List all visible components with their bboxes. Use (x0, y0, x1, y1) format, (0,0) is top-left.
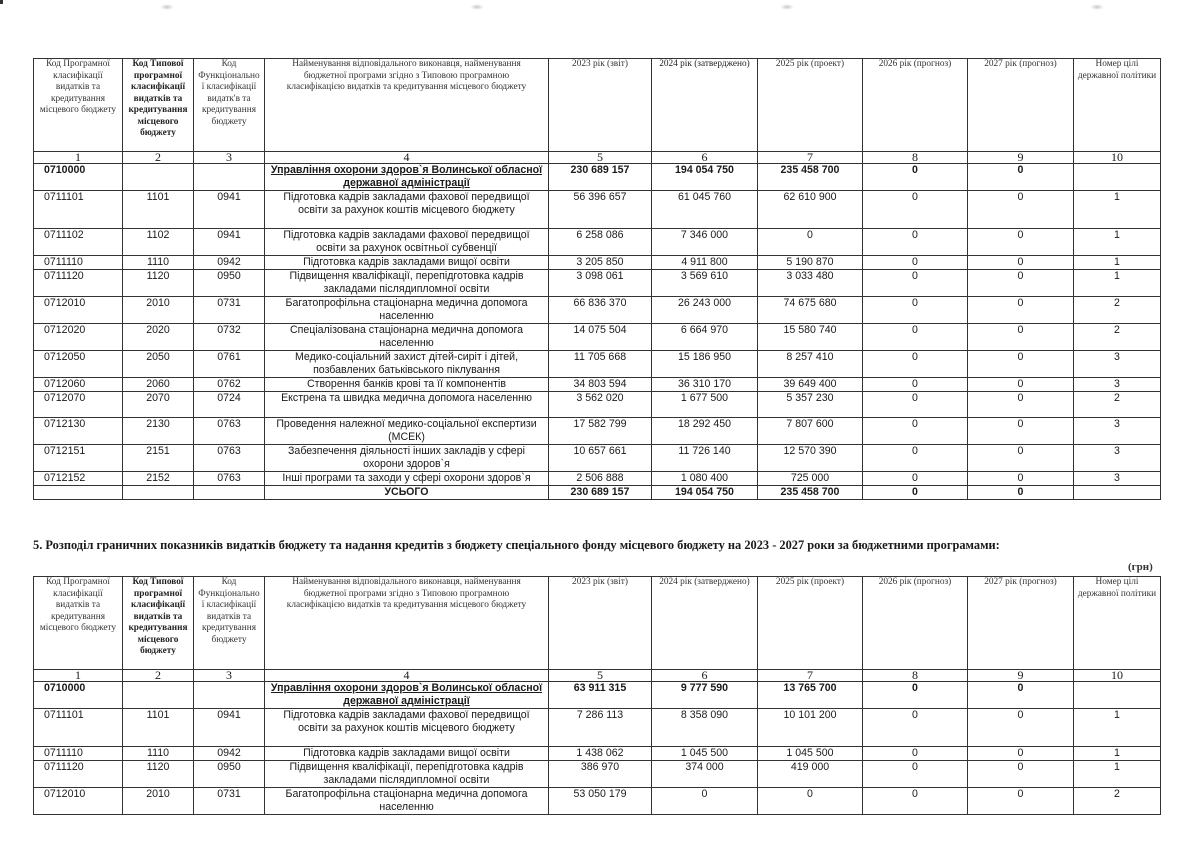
value-2023-cell: 3 098 061 (549, 270, 652, 297)
functional-code-cell: 0731 (194, 788, 265, 815)
header-name: Найменування відповідального виконавця, найменування бюджетної програми згідно з Типовою програмною класифікацією видатків та кредитування місцевого бюджету (265, 577, 549, 670)
value-2027-cell: 0 (968, 747, 1074, 761)
column-number-row (34, 152, 1161, 164)
goal-number-cell: 2 (1074, 392, 1161, 418)
value-2023-cell: 2 506 888 (549, 472, 652, 486)
value-2025-cell: 7 807 600 (758, 418, 863, 445)
col-number: 7 (758, 670, 863, 682)
functional-code-cell: 0942 (194, 747, 265, 761)
header-2025: 2025 рік (проект) (758, 59, 863, 152)
program-row (34, 392, 1161, 418)
col-number: 6 (652, 670, 758, 682)
functional-code-cell (194, 682, 265, 709)
goal-number-cell: 1 (1074, 270, 1161, 297)
program-code-cell: 0710000 (34, 682, 123, 709)
program-row (34, 709, 1161, 747)
functional-code-cell: 0761 (194, 351, 265, 378)
col-number: 1 (34, 152, 123, 164)
value-2024-cell: 26 243 000 (652, 297, 758, 324)
goal-number-cell: 1 (1074, 709, 1161, 747)
program-code-cell: 0711120 (34, 270, 123, 297)
col-number: 8 (863, 152, 968, 164)
program-name-cell: Підготовка кадрів закладами фахової передвищої освіти за рахунок коштів місцевого бюджету (265, 709, 549, 747)
value-2025-cell: 62 610 900 (758, 191, 863, 229)
value-2025-cell: 3 033 480 (758, 270, 863, 297)
col-number: 9 (968, 670, 1074, 682)
value-2026-cell: 0 (863, 351, 968, 378)
value-2023-cell: 56 396 657 (549, 191, 652, 229)
scan-corner-mark (0, 0, 3, 4)
value-2026-cell: 0 (863, 378, 968, 392)
program-name-cell: Інші програми та заходи у сфері охорони здоров`я (265, 472, 549, 486)
program-row (34, 747, 1161, 761)
functional-code-cell: 0762 (194, 378, 265, 392)
functional-code-cell: 0724 (194, 392, 265, 418)
typical-code-cell: 1120 (123, 761, 194, 788)
header-program-code: Код Програмної класифікації видатків та кредитування місцевого бюджету (34, 59, 123, 152)
value-2027-cell: 0 (968, 270, 1074, 297)
program-name-cell: Багатопрофільна стаціонарна медична допомога населенню (265, 788, 549, 815)
value-2024-cell: 61 045 760 (652, 191, 758, 229)
col-number: 3 (194, 152, 265, 164)
typical-code-cell: 1110 (123, 256, 194, 270)
header-2024: 2024 рік (затверджено) (652, 577, 758, 670)
value-2024-cell: 11 726 140 (652, 445, 758, 472)
goal-number-cell: 3 (1074, 445, 1161, 472)
header-goal: Номер цілі державної політики (1074, 59, 1161, 152)
value-2023-cell: 17 582 799 (549, 418, 652, 445)
functional-code-cell (194, 164, 265, 191)
program-name-cell: Медико-соціальний захист дітей-сиріт і дітей, позбавлених батьківського піклування (265, 351, 549, 378)
value-2025-cell: 1 045 500 (758, 747, 863, 761)
value-2025-cell: 5 190 870 (758, 256, 863, 270)
value-2025-cell: 0 (758, 788, 863, 815)
col-number: 2 (123, 670, 194, 682)
program-code-cell: 0710000 (34, 164, 123, 191)
value-2024-cell: 6 664 970 (652, 324, 758, 351)
functional-code-cell: 0941 (194, 229, 265, 256)
program-row (34, 418, 1161, 445)
typical-code-cell (123, 164, 194, 191)
value-2027-cell: 0 (968, 297, 1074, 324)
currency-unit: (грн) (1128, 561, 1153, 573)
value-2024-cell: 374 000 (652, 761, 758, 788)
typical-code-cell: 2010 (123, 297, 194, 324)
typical-code-cell: 2130 (123, 418, 194, 445)
functional-code-cell: 0763 (194, 418, 265, 445)
program-name-cell: Підготовка кадрів закладами фахової передвищої освіти за рахунок коштів місцевого бюджету (265, 191, 549, 229)
header-2026: 2026 рік (прогноз) (863, 59, 968, 152)
department-row (34, 164, 1161, 191)
value-2023-cell: 386 970 (549, 761, 652, 788)
total-2025-cell: 235 458 700 (758, 486, 863, 500)
special-fund-table-body (34, 682, 1161, 815)
col-number: 2 (123, 152, 194, 164)
header-functional-code: Код Функціонально ї класифікації видатк'в та кредитування бюджету (194, 59, 265, 152)
col-number: 7 (758, 152, 863, 164)
program-row (34, 256, 1161, 270)
value-2026-cell: 0 (863, 297, 968, 324)
goal-number-cell: 1 (1074, 761, 1161, 788)
value-2023-cell: 10 657 661 (549, 445, 652, 472)
scan-artifact (780, 4, 794, 10)
goal-number-cell: 3 (1074, 418, 1161, 445)
typical-code-cell: 1101 (123, 709, 194, 747)
program-code-cell: 0712151 (34, 445, 123, 472)
goal-number-cell: 3 (1074, 351, 1161, 378)
scan-artifact (160, 4, 174, 10)
value-2024-cell: 0 (652, 788, 758, 815)
value-2027-cell: 0 (968, 351, 1074, 378)
header-2026: 2026 рік (прогноз) (863, 577, 968, 670)
empty-cell (1074, 486, 1161, 500)
goal-number-cell: 2 (1074, 324, 1161, 351)
value-2027-cell: 0 (968, 445, 1074, 472)
goal-number-cell: 1 (1074, 256, 1161, 270)
value-2024-cell: 7 346 000 (652, 229, 758, 256)
col-number: 4 (265, 670, 549, 682)
program-row (34, 761, 1161, 788)
empty-cell (123, 486, 194, 500)
value-2023-cell: 14 075 504 (549, 324, 652, 351)
header-2024: 2024 рік (затверджено) (652, 59, 758, 152)
header-2027: 2027 рік (прогноз) (968, 59, 1074, 152)
goal-number-cell: 2 (1074, 788, 1161, 815)
value-2023-cell: 6 258 086 (549, 229, 652, 256)
scan-artifact (470, 4, 484, 10)
value-2025-cell: 8 257 410 (758, 351, 863, 378)
program-name-cell: Підготовка кадрів закладами вищої освіти (265, 747, 549, 761)
value-2025-cell: 13 765 700 (758, 682, 863, 709)
program-code-cell: 0712130 (34, 418, 123, 445)
program-code-cell: 0711110 (34, 747, 123, 761)
col-number: 1 (34, 670, 123, 682)
functional-code-cell: 0942 (194, 256, 265, 270)
typical-code-cell: 2151 (123, 445, 194, 472)
value-2026-cell: 0 (863, 164, 968, 191)
value-2027-cell: 0 (968, 256, 1074, 270)
functional-code-cell: 0731 (194, 297, 265, 324)
value-2023-cell: 66 836 370 (549, 297, 652, 324)
col-number: 10 (1074, 152, 1161, 164)
goal-number-cell: 1 (1074, 747, 1161, 761)
value-2025-cell: 12 570 390 (758, 445, 863, 472)
typical-code-cell: 1101 (123, 191, 194, 229)
typical-code-cell (123, 682, 194, 709)
header-functional-code: Код Функціонально ї класифікації видатків та кредитування бюджету (194, 577, 265, 670)
header-program-code: Код Програмної класифікації видатків та кредитування місцевого бюджету (34, 577, 123, 670)
program-row (34, 191, 1161, 229)
scan-artifact (1090, 4, 1104, 10)
value-2023-cell: 1 438 062 (549, 747, 652, 761)
header-name: Найменування відповідального виконавця, найменування бюджетної програми згідно з Типовою програмною класифікацією видатків та кредитування місцевого бюджету (265, 59, 549, 152)
value-2025-cell: 235 458 700 (758, 164, 863, 191)
value-2027-cell: 0 (968, 164, 1074, 191)
functional-code-cell: 0950 (194, 761, 265, 788)
value-2027-cell: 0 (968, 392, 1074, 418)
general-fund-table-body (34, 164, 1161, 500)
col-number: 5 (549, 670, 652, 682)
value-2026-cell: 0 (863, 682, 968, 709)
program-name-cell: Екстрена та швидка медична допомога населенню (265, 392, 549, 418)
value-2026-cell: 0 (863, 229, 968, 256)
typical-code-cell: 2070 (123, 392, 194, 418)
typical-code-cell: 2050 (123, 351, 194, 378)
value-2027-cell: 0 (968, 418, 1074, 445)
program-name-cell: Забезпечення діяльності інших закладів у сфері охорони здоров`я (265, 445, 549, 472)
value-2026-cell: 0 (863, 270, 968, 297)
program-code-cell: 0711110 (34, 256, 123, 270)
value-2025-cell: 74 675 680 (758, 297, 863, 324)
program-name-cell: Управління охорони здоров`я Волинської обласної державної адміністрації (265, 682, 549, 709)
col-number: 5 (549, 152, 652, 164)
header-goal: Номер цілі державної політики (1074, 577, 1161, 670)
col-number: 8 (863, 670, 968, 682)
value-2025-cell: 15 580 740 (758, 324, 863, 351)
value-2023-cell: 230 689 157 (549, 164, 652, 191)
goal-number-cell: 1 (1074, 229, 1161, 256)
value-2027-cell: 0 (968, 191, 1074, 229)
value-2027-cell: 0 (968, 378, 1074, 392)
program-row (34, 324, 1161, 351)
col-number: 6 (652, 152, 758, 164)
functional-code-cell: 0941 (194, 191, 265, 229)
value-2027-cell: 0 (968, 709, 1074, 747)
program-row (34, 472, 1161, 486)
program-name-cell: Управління охорони здоров`я Волинської обласної державної адміністрації (265, 164, 549, 191)
goal-number-cell: 3 (1074, 378, 1161, 392)
program-name-cell: Проведення належної медико-соціальної експертизи (МСЕК) (265, 418, 549, 445)
goal-number-cell: 3 (1074, 472, 1161, 486)
value-2023-cell: 7 286 113 (549, 709, 652, 747)
goal-number-cell: 2 (1074, 297, 1161, 324)
header-2023: 2023 рік (звіт) (549, 59, 652, 152)
value-2024-cell: 1 080 400 (652, 472, 758, 486)
typical-code-cell: 2010 (123, 788, 194, 815)
program-row (34, 229, 1161, 256)
value-2023-cell: 11 705 668 (549, 351, 652, 378)
value-2024-cell: 4 911 800 (652, 256, 758, 270)
typical-code-cell: 2152 (123, 472, 194, 486)
value-2024-cell: 15 186 950 (652, 351, 758, 378)
col-number: 4 (265, 152, 549, 164)
program-code-cell: 0712060 (34, 378, 123, 392)
program-code-cell: 0712152 (34, 472, 123, 486)
total-2024-cell: 194 054 750 (652, 486, 758, 500)
special-fund-table (33, 576, 1161, 815)
typical-code-cell: 1120 (123, 270, 194, 297)
value-2026-cell: 0 (863, 445, 968, 472)
program-code-cell: 0712010 (34, 788, 123, 815)
program-code-cell: 0711101 (34, 709, 123, 747)
value-2024-cell: 194 054 750 (652, 164, 758, 191)
value-2027-cell: 0 (968, 682, 1074, 709)
program-code-cell: 0712020 (34, 324, 123, 351)
program-row (34, 788, 1161, 815)
empty-cell (194, 486, 265, 500)
header-typical-code: Код Типової програмної класифікації видатків та кредитування місцевого бюджету (123, 59, 194, 152)
header-2023: 2023 рік (звіт) (549, 577, 652, 670)
header-2027: 2027 рік (прогноз) (968, 577, 1074, 670)
value-2024-cell: 36 310 170 (652, 378, 758, 392)
column-number-row (34, 670, 1161, 682)
section-5-title: 5. Розподіл граничних показників видатків бюджету та надання кредитів з бюджету спеціального фонду місцевого бюджету на 2023 - 2027 роки за бюджетними програмами: (33, 538, 1000, 552)
value-2027-cell: 0 (968, 788, 1074, 815)
total-2023-cell: 230 689 157 (549, 486, 652, 500)
program-name-cell: Створення банків крові та її компонентів (265, 378, 549, 392)
program-row (34, 270, 1161, 297)
value-2023-cell: 63 911 315 (549, 682, 652, 709)
program-name-cell: Підвищення кваліфікації, перепідготовка кадрів закладами післядипломної освіти (265, 270, 549, 297)
value-2026-cell: 0 (863, 761, 968, 788)
col-number: 10 (1074, 670, 1161, 682)
value-2026-cell: 0 (863, 256, 968, 270)
value-2025-cell: 10 101 200 (758, 709, 863, 747)
value-2027-cell: 0 (968, 761, 1074, 788)
department-row (34, 682, 1161, 709)
value-2026-cell: 0 (863, 191, 968, 229)
program-row (34, 297, 1161, 324)
total-label: УСЬОГО (265, 486, 549, 500)
value-2023-cell: 34 803 594 (549, 378, 652, 392)
value-2026-cell: 0 (863, 418, 968, 445)
value-2023-cell: 3 205 850 (549, 256, 652, 270)
table-header-row (34, 59, 1161, 152)
col-number: 9 (968, 152, 1074, 164)
goal-number-cell: 1 (1074, 191, 1161, 229)
program-code-cell: 0711101 (34, 191, 123, 229)
goal-number-cell (1074, 682, 1161, 709)
total-row (34, 486, 1161, 500)
value-2025-cell: 725 000 (758, 472, 863, 486)
typical-code-cell: 2020 (123, 324, 194, 351)
value-2024-cell: 18 292 450 (652, 418, 758, 445)
value-2024-cell: 8 358 090 (652, 709, 758, 747)
program-row (34, 351, 1161, 378)
general-fund-table (33, 58, 1161, 500)
value-2025-cell: 5 357 230 (758, 392, 863, 418)
program-code-cell: 0711102 (34, 229, 123, 256)
program-name-cell: Багатопрофільна стаціонарна медична допомога населенню (265, 297, 549, 324)
value-2024-cell: 1 045 500 (652, 747, 758, 761)
typical-code-cell: 1102 (123, 229, 194, 256)
value-2025-cell: 39 649 400 (758, 378, 863, 392)
total-2027-cell: 0 (968, 486, 1074, 500)
value-2024-cell: 3 569 610 (652, 270, 758, 297)
functional-code-cell: 0950 (194, 270, 265, 297)
typical-code-cell: 2060 (123, 378, 194, 392)
value-2025-cell: 0 (758, 229, 863, 256)
value-2026-cell: 0 (863, 392, 968, 418)
value-2023-cell: 3 562 020 (549, 392, 652, 418)
program-code-cell: 0712010 (34, 297, 123, 324)
program-name-cell: Підвищення кваліфікації, перепідготовка кадрів закладами післядипломної освіти (265, 761, 549, 788)
value-2026-cell: 0 (863, 747, 968, 761)
program-row (34, 378, 1161, 392)
col-number: 3 (194, 670, 265, 682)
value-2027-cell: 0 (968, 324, 1074, 351)
value-2025-cell: 419 000 (758, 761, 863, 788)
value-2024-cell: 9 777 590 (652, 682, 758, 709)
total-2026-cell: 0 (863, 486, 968, 500)
program-row (34, 445, 1161, 472)
program-name-cell: Підготовка кадрів закладами вищої освіти (265, 256, 549, 270)
value-2024-cell: 1 677 500 (652, 392, 758, 418)
program-code-cell: 0712070 (34, 392, 123, 418)
value-2027-cell: 0 (968, 472, 1074, 486)
empty-cell (34, 486, 123, 500)
program-code-cell: 0712050 (34, 351, 123, 378)
value-2023-cell: 53 050 179 (549, 788, 652, 815)
program-name-cell: Підготовка кадрів закладами фахової передвищої освіти за рахунок освітньої субвенції (265, 229, 549, 256)
goal-number-cell (1074, 164, 1161, 191)
value-2027-cell: 0 (968, 229, 1074, 256)
value-2026-cell: 0 (863, 788, 968, 815)
functional-code-cell: 0941 (194, 709, 265, 747)
value-2026-cell: 0 (863, 709, 968, 747)
table-header-row (34, 577, 1161, 670)
functional-code-cell: 0763 (194, 445, 265, 472)
functional-code-cell: 0763 (194, 472, 265, 486)
value-2026-cell: 0 (863, 324, 968, 351)
program-name-cell: Спеціалізована стаціонарна медична допомога населенню (265, 324, 549, 351)
typical-code-cell: 1110 (123, 747, 194, 761)
program-code-cell: 0711120 (34, 761, 123, 788)
header-2025: 2025 рік (проект) (758, 577, 863, 670)
header-typical-code: Код Типової програмної класифікації видатків та кредитування місцевого бюджету (123, 577, 194, 670)
functional-code-cell: 0732 (194, 324, 265, 351)
value-2026-cell: 0 (863, 472, 968, 486)
